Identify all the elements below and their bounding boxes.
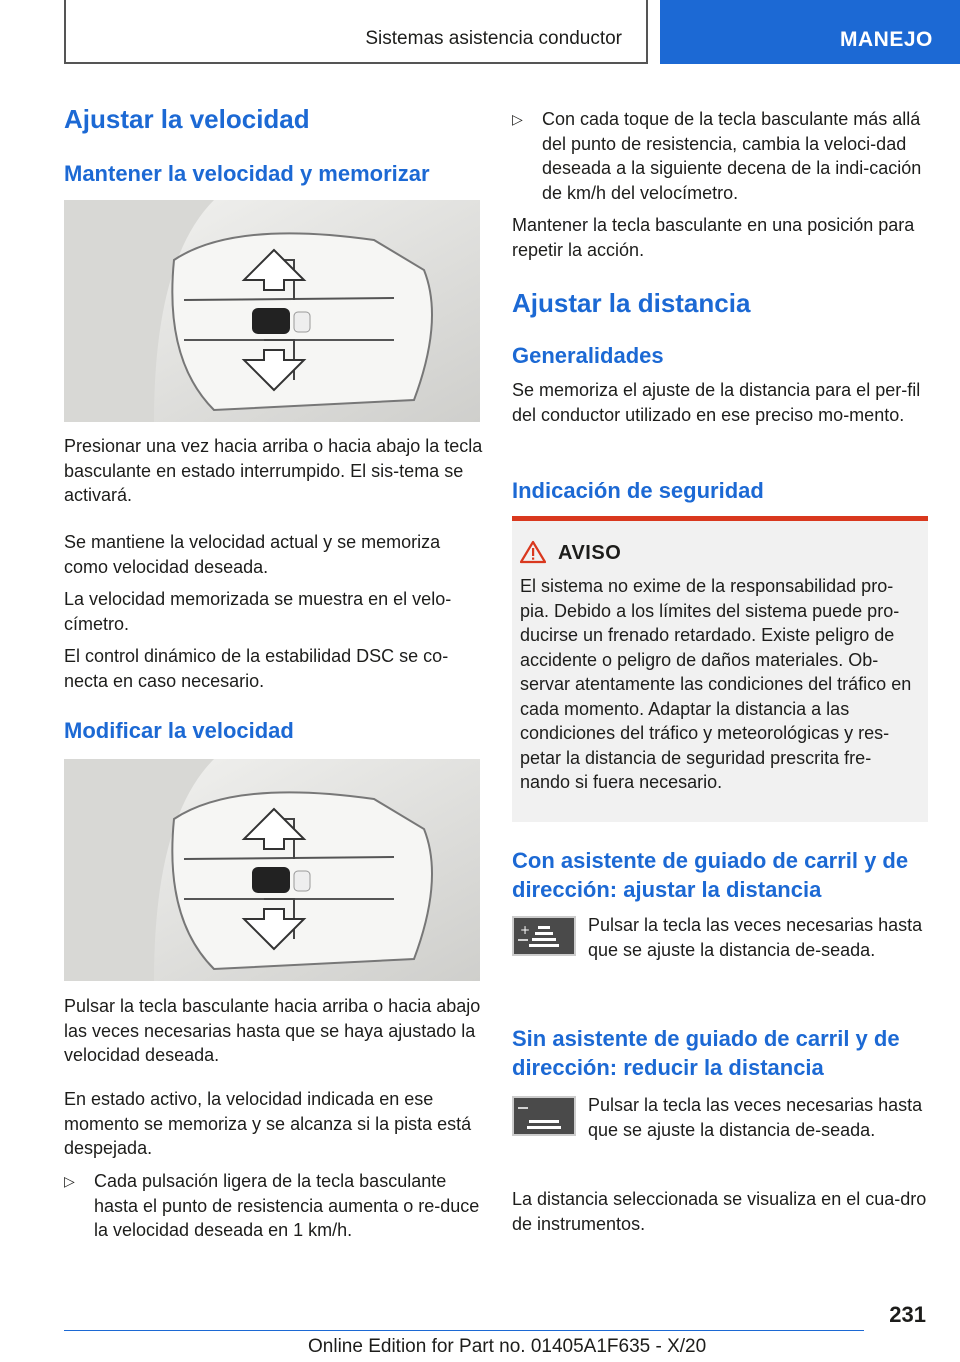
warning-title: AVISO bbox=[558, 542, 622, 564]
footer-edition: Online Edition for Part no. 01405A1F635 - X/20 bbox=[308, 1336, 707, 1357]
heading-keep-speed: Mantener la velocidad y memorizar bbox=[64, 161, 430, 186]
bullet-beyond-resistance bbox=[512, 107, 928, 207]
heading-modify-speed: Modificar la velocidad bbox=[64, 718, 294, 743]
paragraph-press-once: Presionar una vez hacia arriba o hacia abajo la tecla basculante en estado interrumpido. El sis-tema se activará. bbox=[64, 436, 483, 505]
paragraph-without-lane-text: Pulsar la tecla las veces necesarias hasta que se ajuste la distancia de-seada. bbox=[588, 1095, 923, 1140]
warning-text: El sistema no exime de la responsabilidad pro-pia. Debido a los límites del sistema puede pro-ducirse un frenado retardado. Existe peligro de accidente o peligro de daños materiales. Ob-servar atentamente las condiciones del tráfico en cada momento. Adaptar la distancia a las condiciones del tráfico y meteorológicas y res-petar la distancia de seguridad prescrita fre-nando si fuera necesario. bbox=[520, 576, 912, 792]
page-number: 231 bbox=[889, 1302, 926, 1327]
steering-wheel-illustration bbox=[64, 759, 480, 981]
steering-wheel-illustration bbox=[64, 200, 480, 422]
paragraph-without-lane-press bbox=[512, 1093, 928, 1142]
header-chapter-label: MANEJO bbox=[840, 28, 933, 51]
steering-wheel-photo-2 bbox=[64, 759, 480, 981]
paragraph-active-state: En estado activo, la velocidad indicada en ese momento se memoriza y se alcanza si la pista está despejada. bbox=[64, 1089, 472, 1158]
paragraph-hold-rocker: Mantener la tecla basculante en una posición para repetir la acción. bbox=[512, 215, 915, 260]
steering-wheel-photo-1 bbox=[64, 200, 480, 422]
heading-general: Generalidades bbox=[512, 343, 664, 368]
header-section-title: Sistemas asistencia conductor bbox=[365, 28, 622, 49]
heading-with-lane-assistant: Con asistente de guiado de carril y de dirección: ajustar la distancia bbox=[512, 848, 909, 902]
bullet-text: Con cada toque de la tecla basculante más allá del punto de resistencia, cambia la veloci-dad deseada a la siguiente decena de la indi-cación de km/h del velocímetro. bbox=[542, 109, 922, 203]
footer-divider bbox=[64, 1330, 864, 1331]
paragraph-with-lane-press bbox=[512, 913, 928, 962]
paragraph-press-rocker: Pulsar la tecla basculante hacia arriba o hacia abajo las veces necesarias hasta que se haya ajustado la velocidad deseada. bbox=[64, 996, 481, 1065]
heading-adjust-speed: Ajustar la velocidad bbox=[64, 104, 310, 134]
heading-safety: Indicación de seguridad bbox=[512, 478, 764, 503]
heading-without-lane-assistant: Sin asistente de guiado de carril y de dirección: reducir la distancia bbox=[512, 1026, 900, 1080]
header-chapter-tab[interactable] bbox=[660, 0, 960, 64]
warning-triangle-icon bbox=[520, 540, 546, 564]
bullet-triangle-icon: ▷ bbox=[64, 1173, 75, 1189]
bullet-text: Cada pulsación ligera de la tecla basculante hasta el punto de resistencia aumenta o re-duce la velocidad deseada en 1 km/h. bbox=[94, 1171, 480, 1240]
bullet-light-press bbox=[64, 1169, 484, 1249]
svg-text:+: + bbox=[520, 923, 531, 937]
header-section-box bbox=[64, 0, 648, 64]
paragraph-profile: Se memoriza el ajuste de la distancia para el per-fil del conductor utilizado en ese preciso mo-mento. bbox=[512, 380, 921, 425]
bullet-triangle-icon: ▷ bbox=[512, 111, 523, 127]
paragraph-distance-displayed: La distancia seleccionada se visualiza en el cua-dro de instrumentos. bbox=[512, 1189, 927, 1234]
paragraph-speed-shown: La velocidad memorizada se muestra en el velo-címetro. bbox=[64, 589, 452, 634]
paragraph-speed-memorized: Se mantiene la velocidad actual y se memoriza como velocidad deseada. bbox=[64, 532, 441, 577]
paragraph-with-lane-text: Pulsar la tecla las veces necesarias hasta que se ajuste la distancia de-seada. bbox=[588, 915, 923, 960]
paragraph-dsc: El control dinámico de la estabilidad DSC se co-necta en caso necesario. bbox=[64, 646, 449, 691]
heading-adjust-distance: Ajustar la distancia bbox=[512, 288, 751, 318]
